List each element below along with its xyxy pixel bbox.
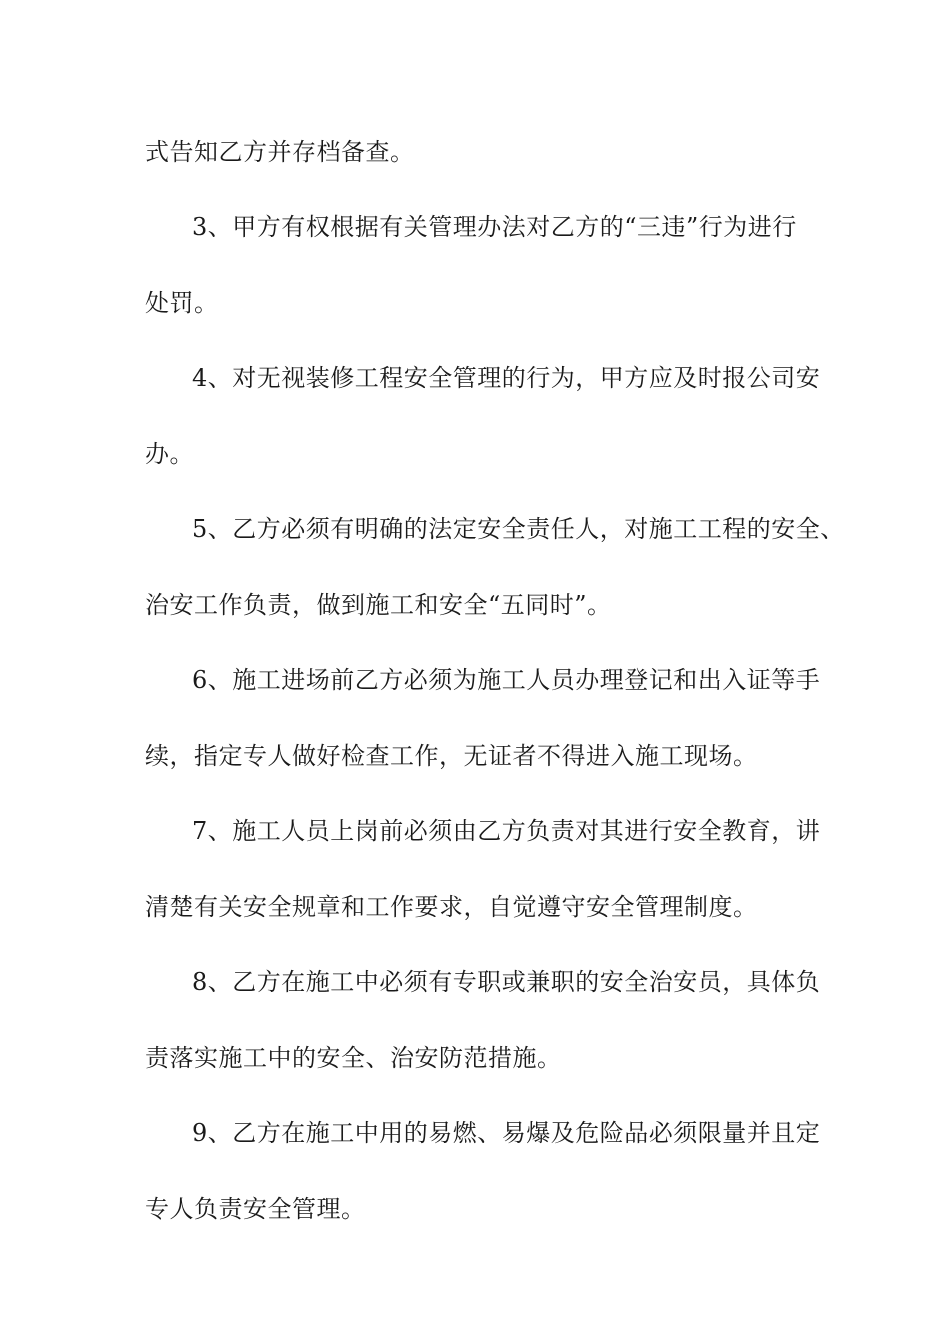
text-line: 清楚有关安全规章和工作要求，自觉遵守安全管理制度。 bbox=[145, 893, 758, 921]
text-line: 9、乙方在施工中用的易燃、易爆及危险品必须限量并且定 bbox=[192, 1119, 821, 1147]
text-line: 3、甲方有权根据有关管理办法对乙方的“三违”行为进行 bbox=[192, 213, 797, 241]
text-line: 续，指定专人做好检查工作，无证者不得进入施工现场。 bbox=[145, 742, 758, 770]
text-line: 6、施工进场前乙方必须为施工人员办理登记和出入证等手 bbox=[192, 666, 821, 694]
text-line: 治安工作负责，做到施工和安全“五同时”。 bbox=[145, 591, 612, 619]
text-line: 专人负责安全管理。 bbox=[145, 1195, 366, 1223]
text-line: 5、乙方必须有明确的法定安全责任人，对施工工程的安全、 bbox=[192, 515, 845, 543]
text-line: 4、对无视装修工程安全管理的行为，甲方应及时报公司安 bbox=[192, 364, 821, 392]
text-line: 办。 bbox=[145, 440, 194, 468]
text-line: 8、乙方在施工中必须有专职或兼职的安全治安员，具体负 bbox=[192, 968, 821, 996]
text-line: 处罚。 bbox=[145, 289, 219, 317]
text-line: 式告知乙方并存档备查。 bbox=[145, 138, 415, 166]
text-line: 责落实施工中的安全、治安防范措施。 bbox=[145, 1044, 562, 1072]
text-line: 7、施工人员上岗前必须由乙方负责对其进行安全教育，讲 bbox=[192, 817, 821, 845]
